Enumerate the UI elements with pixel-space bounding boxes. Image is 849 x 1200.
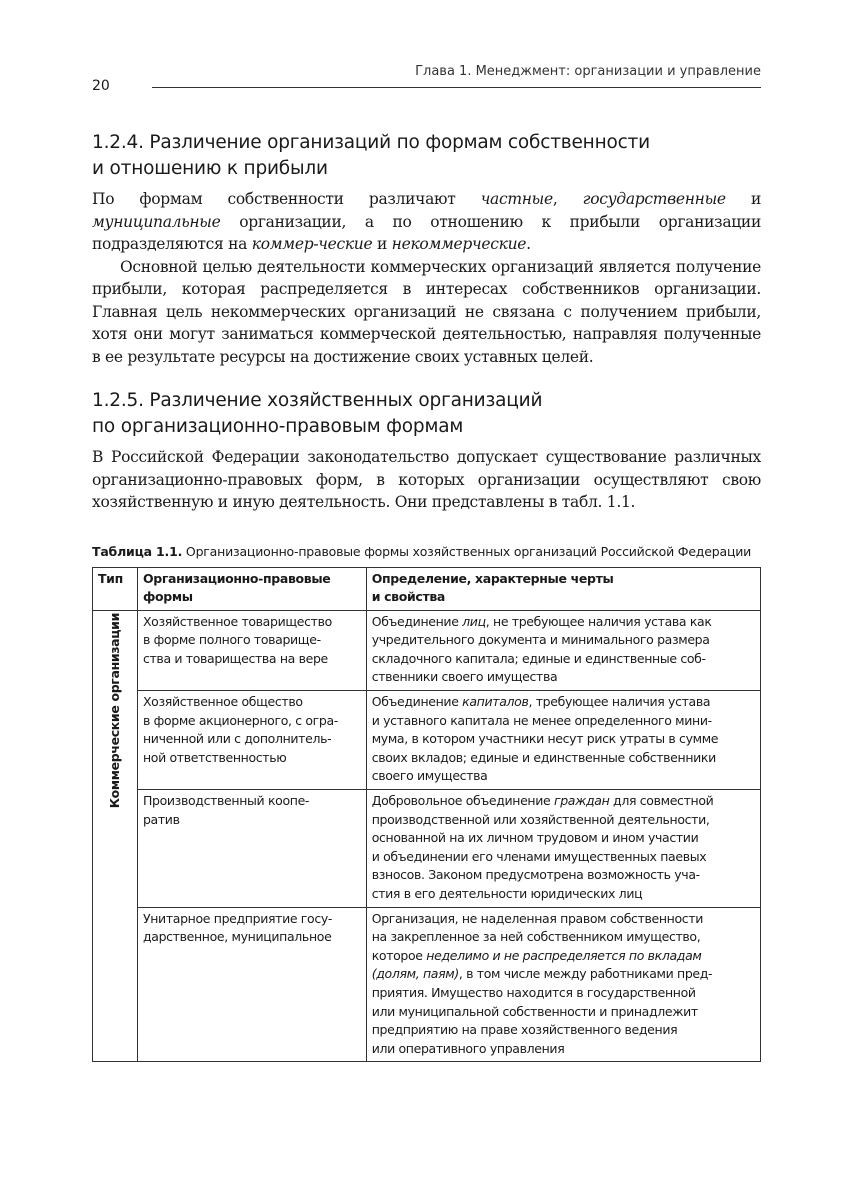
table-row <box>93 907 761 1062</box>
text-run: складочного капитала; единые и единственные соб- <box>371 650 706 666</box>
form-line: ратив <box>142 811 180 827</box>
section-1-2-4-title <box>92 130 761 182</box>
text-run: . <box>526 235 531 253</box>
form-line: дарственное, муниципальное <box>142 929 332 945</box>
text-run: По формам собственности различают <box>92 190 481 208</box>
form-line: в форме акционерного, с огра- <box>142 712 338 728</box>
page-content <box>92 130 761 1062</box>
running-head <box>92 64 761 94</box>
form-line: ной ответственностью <box>142 749 287 765</box>
text-run: для совместной <box>609 793 714 809</box>
form-cell <box>137 790 366 908</box>
form-line: в форме полного товарище- <box>142 632 321 648</box>
text-run: своих вкладов; единые и единственные собственники <box>371 749 716 765</box>
definition-line <box>372 848 756 867</box>
legal-forms-table <box>92 567 761 1063</box>
definition-line <box>372 650 756 669</box>
definition-line <box>372 767 756 786</box>
text-run: и <box>372 235 392 253</box>
text-run: , не требующее наличия устава как <box>485 613 712 629</box>
text-run: и объединении его членами имущественных паевых <box>371 848 707 864</box>
text-run: своего имущества <box>371 768 488 784</box>
definition-line <box>372 749 756 768</box>
text-run: или оперативного управления <box>371 1040 565 1056</box>
table-row <box>93 610 761 690</box>
text-run: приятия. Имущество находится в государственной <box>371 984 696 1000</box>
form-cell <box>137 907 366 1062</box>
type-cell <box>93 610 138 1062</box>
definition-line <box>372 712 756 731</box>
text-run: мума, в котором участники несут риск утраты в сумме <box>371 731 719 747</box>
text-run: на закрепленное за ней собственником имущество, <box>371 929 701 945</box>
definition-cell <box>366 907 760 1062</box>
page-number: 20 <box>92 78 110 94</box>
paragraph-legal-forms: В Российской Федерации законодательство допускает существование различных организационно-правовых форм, в которых организации осуществляют свою хозяйственную и иную деятельность. Они представлены в табл. 1.1. <box>92 448 761 511</box>
header-line: и свойства <box>371 589 445 605</box>
form-line: ства и товарищества на вере <box>142 650 328 666</box>
table-body <box>93 610 761 1062</box>
definition-cell <box>366 691 760 790</box>
title-line: 1.2.4. Различение организаций по формам собственности <box>92 132 650 153</box>
definition-line <box>372 1040 756 1059</box>
definition-line <box>372 693 756 712</box>
text-run: или муниципальной собственности и принадлежит <box>371 1003 698 1019</box>
italic-term: неделимо и не распределяется по вкладам <box>426 947 702 963</box>
text-run: и уставного капитала не менее определенного мини- <box>371 712 712 728</box>
definition-line <box>372 829 756 848</box>
definition-line <box>372 984 756 1003</box>
title-line: и отношению к прибыли <box>92 158 328 179</box>
table-header-row <box>93 567 761 610</box>
definition-line <box>372 910 756 929</box>
text-run: которое <box>371 947 427 963</box>
form-line: ниченной или с дополнитель- <box>142 731 332 747</box>
form-cell <box>137 610 366 690</box>
form-line: Хозяйственное товарищество <box>142 613 332 629</box>
text-run: стия в его деятельности юридических лиц <box>371 886 643 901</box>
italic-term: коммер-ческие <box>251 235 373 253</box>
text-run: Организация, не наделенная правом собственности <box>371 910 704 926</box>
definition-line <box>372 1003 756 1022</box>
form-cell <box>137 691 366 790</box>
form-line: Унитарное предприятие госу- <box>142 910 333 926</box>
definition-line <box>372 811 756 830</box>
table-row <box>93 691 761 790</box>
type-label-commercial: Коммерческие организации <box>107 612 123 808</box>
definition-cell <box>366 610 760 690</box>
title-line: по организационно-правовым формам <box>92 416 464 437</box>
text-run: организации, а по отношению к прибыли организации подразделяются на <box>92 212 761 253</box>
paragraph-ownership-forms <box>92 188 761 256</box>
definition-line <box>372 730 756 749</box>
table-caption <box>92 542 761 561</box>
italic-term: лиц <box>462 613 486 629</box>
italic-term: муниципальные <box>92 212 221 231</box>
definition-line <box>372 947 756 966</box>
title-line: 1.2.5. Различение хозяйственных организаций <box>92 390 543 411</box>
definition-line <box>372 965 756 984</box>
paragraph-profit-goals: Основной целью деятельности коммерческих организаций является получение прибыли, которая распределяется в интересах собственников организации. Главная цель некоммерческих организаций не связана с получением прибыли, хотя они могут заниматься коммерческой деятельностью, направляя полученные в ее результате ресурсы на достижение своих уставных целей. <box>92 257 761 366</box>
italic-term: некоммерческие <box>391 235 527 253</box>
italic-term: государственные <box>582 190 726 208</box>
italic-term: капиталов <box>462 694 529 710</box>
definition-line <box>372 1021 756 1040</box>
header-type: Тип <box>93 567 138 610</box>
italic-term: граждан <box>553 793 610 809</box>
text-run: взносов. Законом предусмотрена возможность уча- <box>371 867 700 883</box>
text-run: учредительного документа и минимального размера <box>371 632 710 648</box>
text-run: , <box>552 190 583 208</box>
definition-line <box>372 866 756 885</box>
form-line: Производственный коопе- <box>142 793 310 809</box>
form-line: Хозяйственное общество <box>142 694 303 710</box>
text-run: , в том числе между работниками пред- <box>458 966 713 982</box>
definition-line <box>372 668 756 687</box>
definition-line <box>372 613 756 632</box>
text-run: , требующее наличия устава <box>528 694 711 710</box>
definition-line <box>372 631 756 650</box>
chapter-title: Глава 1. Менеджмент: организации и управление <box>415 64 761 79</box>
text-run: Объединение <box>371 613 463 629</box>
italic-term: (долям, паям) <box>371 966 459 982</box>
header-definition <box>366 567 760 610</box>
header-line: Организационно-правовые <box>142 570 331 586</box>
caption-text: Организационно-правовые формы хозяйственных организаций Российской Федерации <box>182 543 752 559</box>
header-forms <box>137 567 366 610</box>
section-1-2-4 <box>92 130 761 368</box>
section-1-2-5 <box>92 388 761 514</box>
definition-line <box>372 885 756 904</box>
header-rule <box>152 87 761 88</box>
definition-line <box>372 928 756 947</box>
header-line: формы <box>142 589 193 605</box>
text-run: и <box>725 190 761 208</box>
text-run: ственники своего имущества <box>371 669 558 685</box>
text-run: Объединение <box>371 694 463 710</box>
text-run: Добровольное объединение <box>371 793 554 809</box>
definition-line <box>372 792 756 811</box>
header-line: Определение, характерные черты <box>371 570 614 586</box>
italic-term: частные <box>480 190 553 208</box>
text-run: производственной или хозяйственной деятельности, <box>371 811 710 827</box>
text-run: предприятию на праве хозяйственного ведения <box>371 1022 678 1038</box>
text-run: основанной на их личном трудовом и ином участии <box>371 830 699 846</box>
caption-label: Таблица 1.1. <box>92 543 183 559</box>
table-row <box>93 790 761 908</box>
section-1-2-5-title <box>92 388 761 440</box>
definition-cell <box>366 790 760 908</box>
